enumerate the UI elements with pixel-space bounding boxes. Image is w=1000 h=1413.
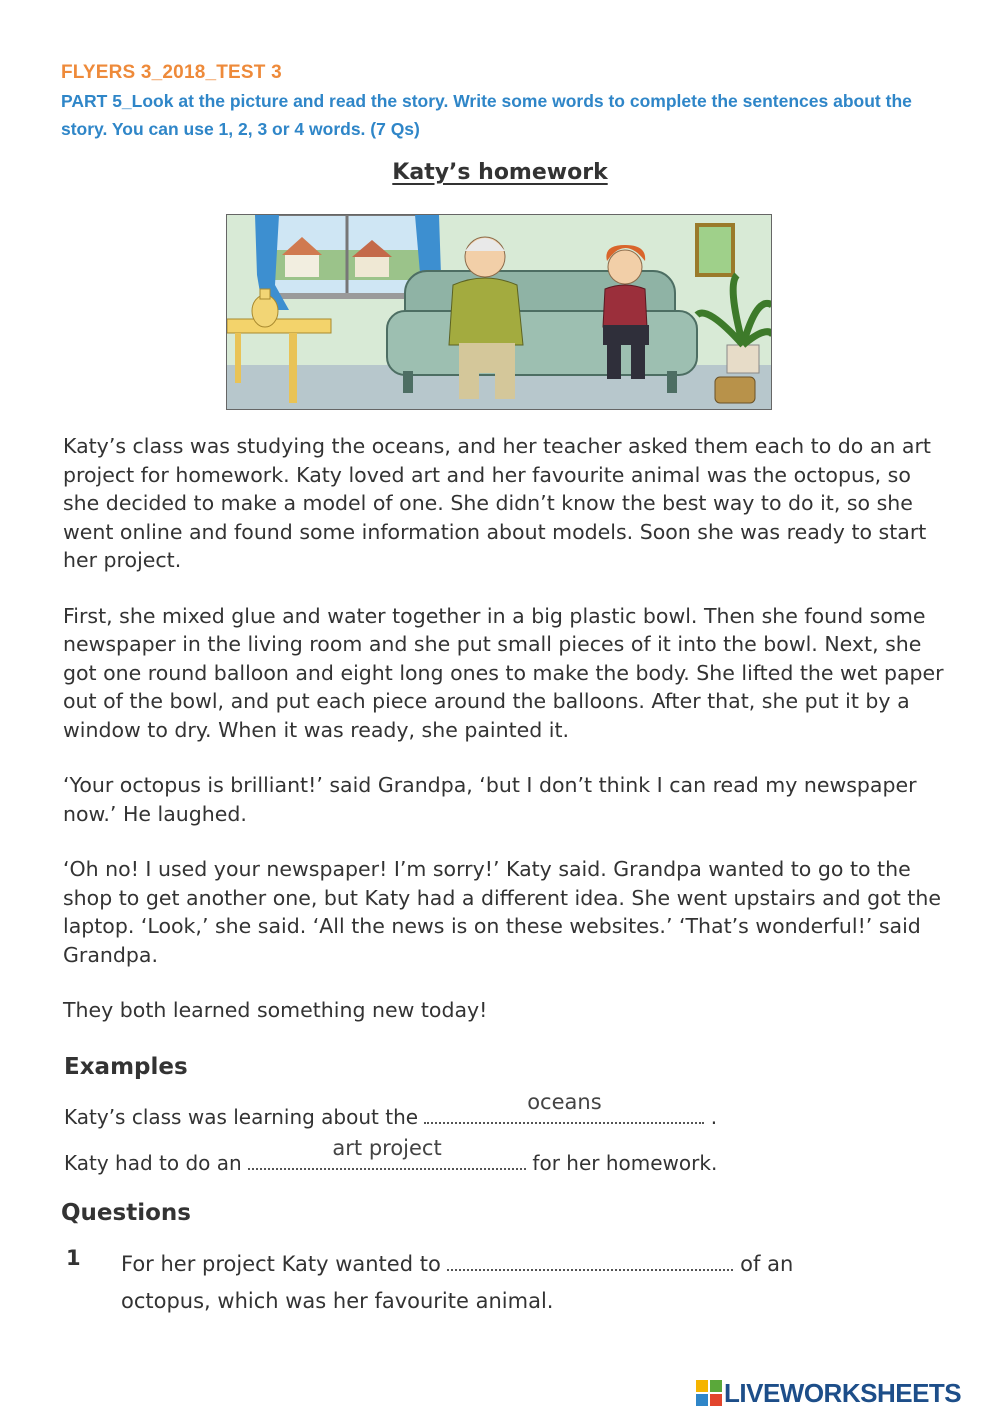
story-paragraph: ‘Your octopus is brilliant!’ said Grandpa, ‘but I don’t think I can read my newspaper now.’ He laughed. xyxy=(63,773,917,826)
liveworksheets-logo xyxy=(696,1378,961,1408)
example-text-before: Katy had to do an xyxy=(64,1151,242,1175)
story-text xyxy=(63,432,953,1052)
example-sentence xyxy=(64,1090,718,1129)
example-text-before: Katy’s class was learning about the xyxy=(64,1105,419,1129)
instructions: PART 5_Look at the picture and read the story. Write some words to complete the sentences about the story. You can use 1, 2, 3 or 4 words. (7 Qs) xyxy=(61,91,912,139)
story-paragraph: Katy’s class was studying the oceans, and her teacher asked them each to do an art project for homework. Katy loved art and her favourite animal was the octopus, so she decided to make a model of one. She didn’t know the best way to do it, so she went online and found some information about models. Soon she was ready to start her project. xyxy=(63,434,931,572)
questions-heading: Questions xyxy=(61,1200,191,1226)
story-paragraph: First, she mixed glue and water together in a big plastic bowl. Then she found some newspaper in the living room and she put small pieces of it into the bowl. Next, she got one round balloon and eight long ones to make the body. She lifted the wet paper out of the bowl, and put each piece around the balloons. After that, she put it by a window to dry. When it was ready, she painted it. xyxy=(63,603,944,742)
question-number: 1 xyxy=(66,1246,81,1270)
example-text-after: . xyxy=(710,1105,718,1129)
example-text-after: for her homework. xyxy=(532,1151,718,1175)
story-title: Katy’s homework xyxy=(392,160,608,185)
example-answer: oceans xyxy=(527,1090,602,1114)
question-text-after: of an octopus, which was her favourite animal. xyxy=(121,1252,794,1313)
example-answer-blank xyxy=(424,1090,704,1124)
liveworksheets-mark-icon xyxy=(696,1380,722,1406)
example-answer: art project xyxy=(332,1136,442,1160)
question-text-before: For her project Katy wanted to xyxy=(121,1252,441,1276)
story-paragraph: They both learned something new today! xyxy=(63,998,488,1022)
example-sentence xyxy=(64,1136,718,1175)
question-1-answer-blank[interactable] xyxy=(447,1251,733,1271)
living-room-scene-icon xyxy=(227,215,772,410)
liveworksheets-wordmark: LIVEWORKSHEETS xyxy=(724,1377,962,1408)
story-illustration xyxy=(226,214,772,410)
question-sentence xyxy=(121,1246,881,1320)
example-answer-blank xyxy=(248,1136,526,1170)
examples-heading: Examples xyxy=(64,1054,188,1080)
story-paragraph: ‘Oh no! I used your newspaper! I’m sorry!’ Katy said. Grandpa wanted to go to the shop to get another one, but Katy had a different idea. She went upstairs and got the laptop. ‘Look,’ she said. ‘All the news is on these websites.’ ‘That’s wonderful!’ said Grandpa. xyxy=(63,857,941,967)
test-code: FLYERS 3_2018_TEST 3 xyxy=(61,62,282,83)
